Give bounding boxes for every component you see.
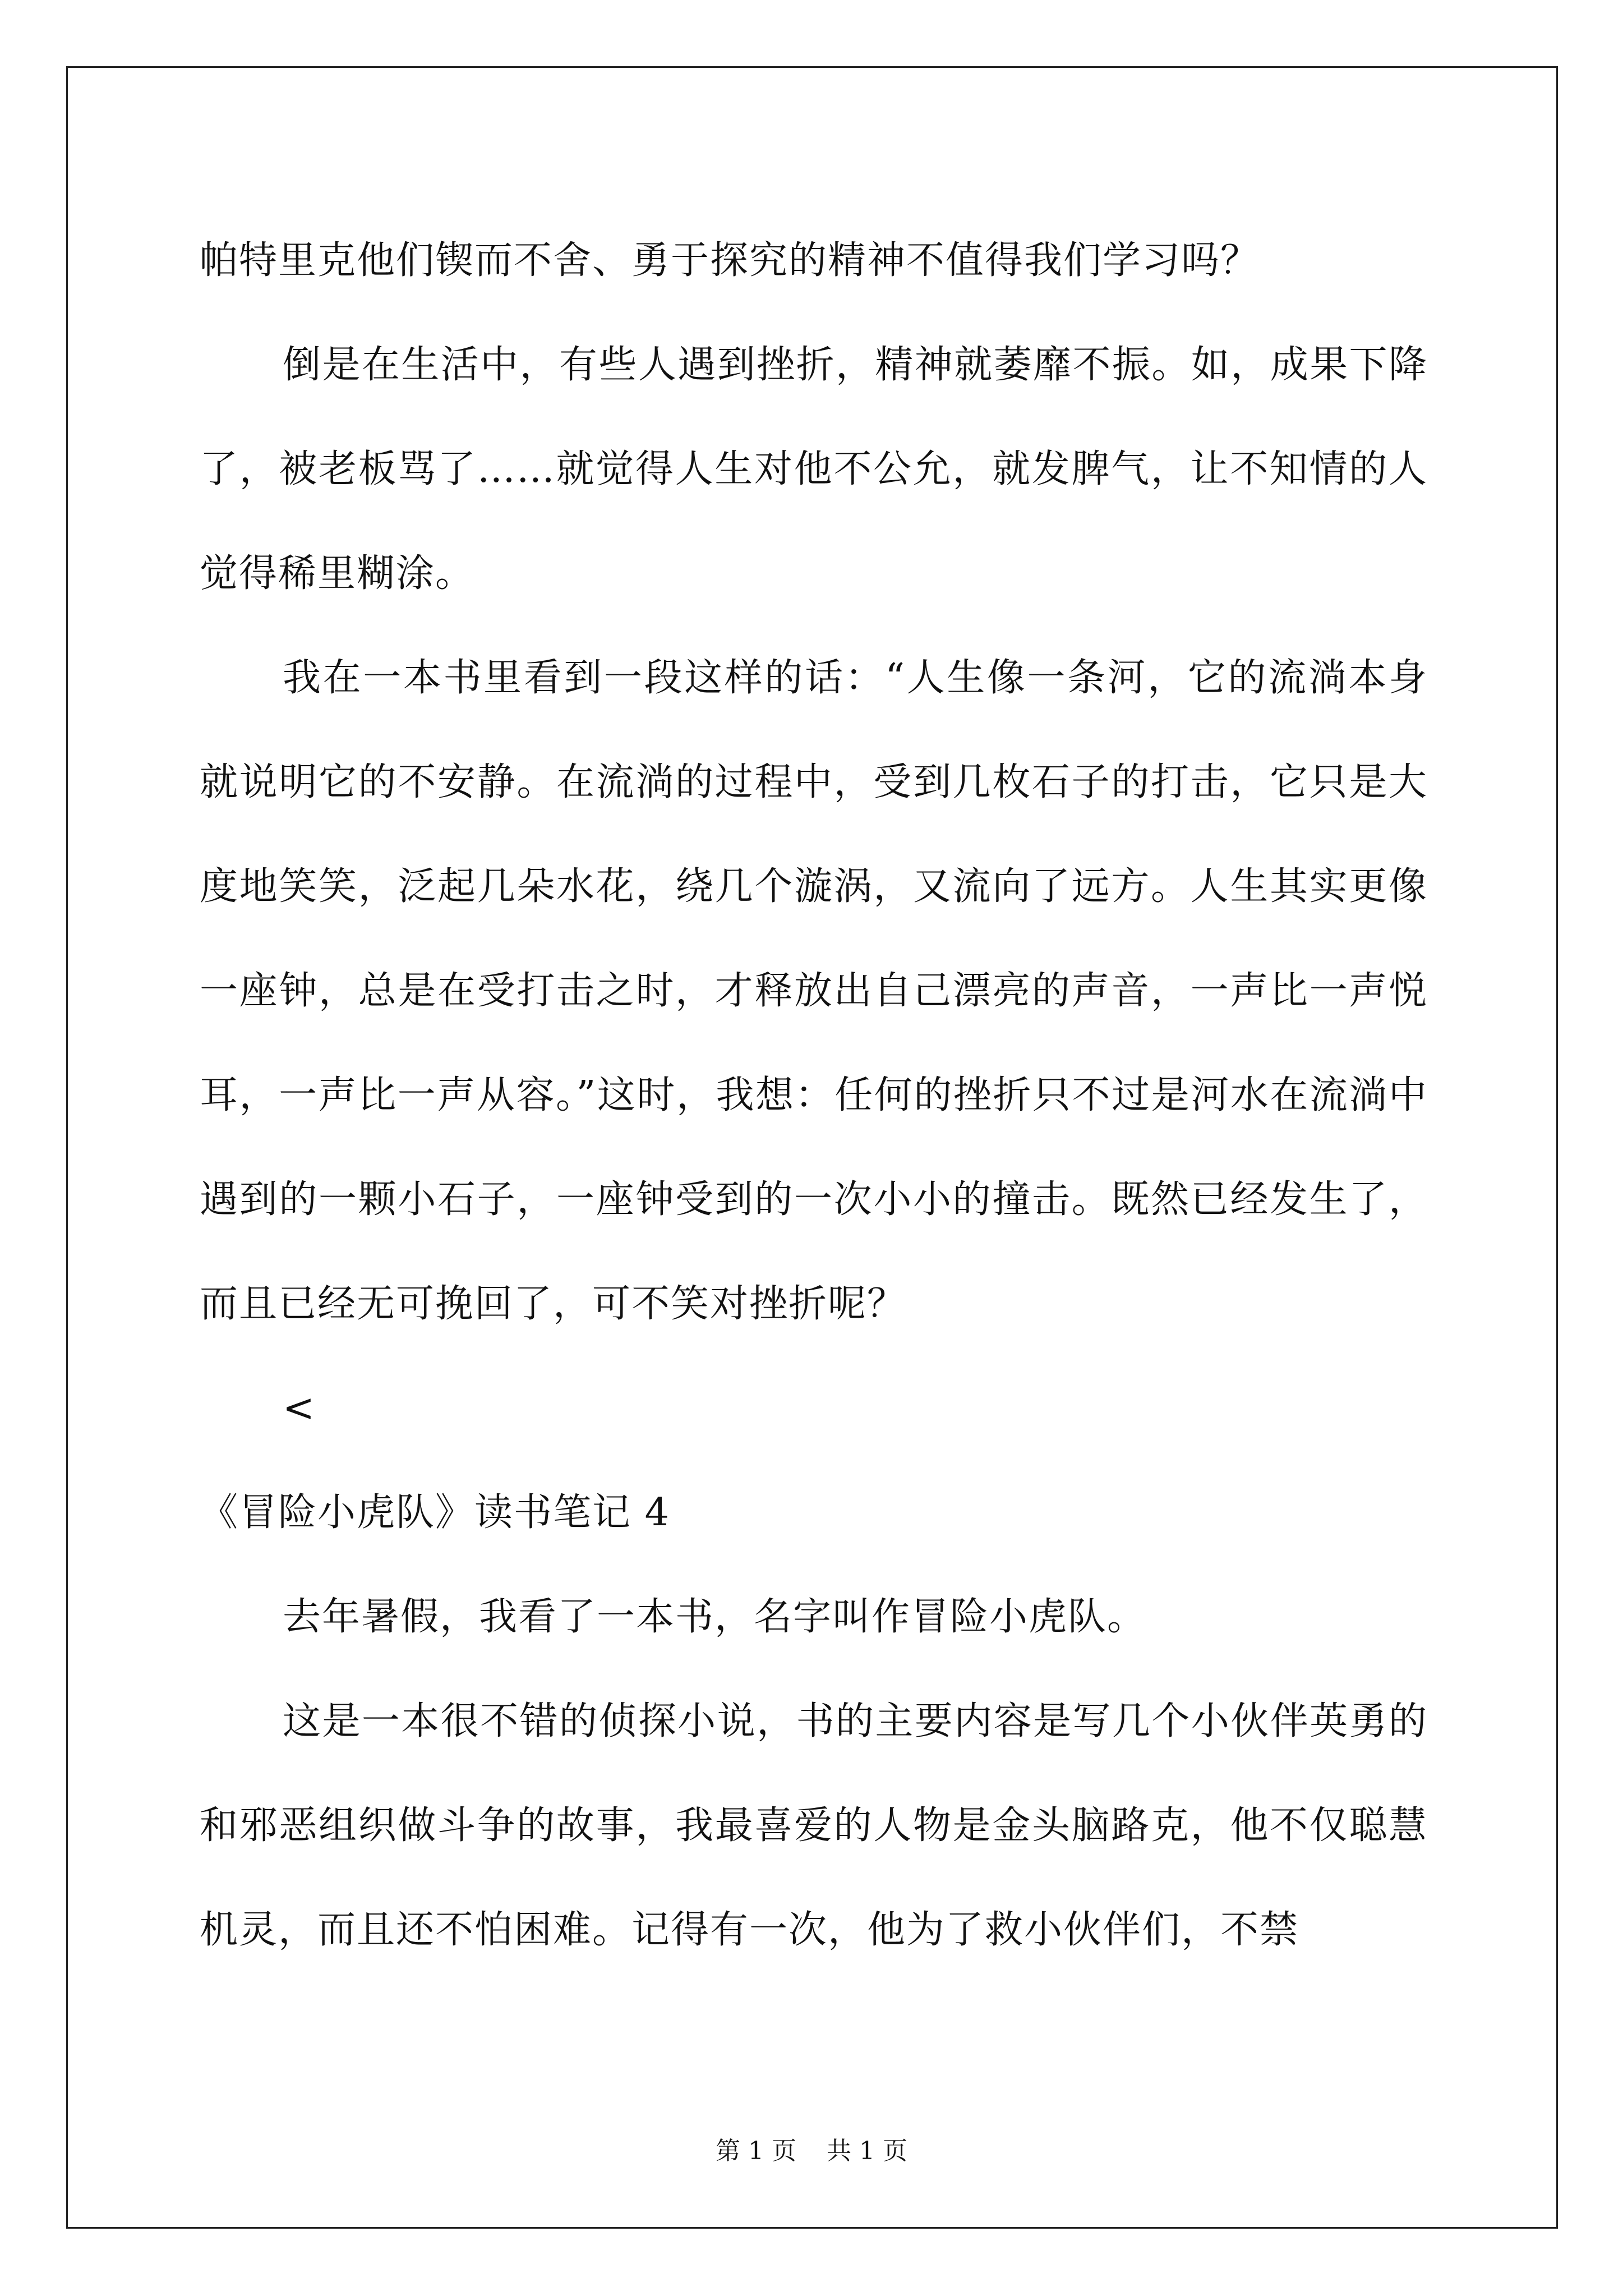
paragraph: 倒是在生活中，有些人遇到挫折，精神就萎靡不振。如，成果下降了，被老板骂了……就觉得人生对他不公允，就发脾气，让不知情的人觉得稀里糊涂。 <box>200 343 1428 596</box>
page-footer <box>0 2134 1623 2168</box>
section-heading: 《冒险小虎队》读书笔记 4 <box>200 1490 670 1535</box>
paragraph: < <box>283 1386 316 1430</box>
paragraph: 我在一本书里看到一段这样的话：“人生像一条河，它的流淌本身就说明它的不安静。在流淌的过程中，受到几枚石子的打击，它只是大度地笑笑，泛起几朵水花，绕几个漩涡，又流向了远方。人生其实更像一座钟，总是在受打击之时，才释放出自己漂亮的声音，一声比一声悦耳，一声比一声从容。”这时，我想：任何的挫折只不过是河水在流淌中遇到的一颗小石子，一座钟受到的一次小小的撞击。既然已经发生了，而且已经无可挽回了，可不笑对挫折呢？ <box>200 656 1428 1326</box>
paragraph: 去年暑假，我看了一本书，名字叫作冒险小虎队。 <box>283 1595 1147 1639</box>
paragraph: 帕特里克他们锲而不舍、勇于探究的精神不值得我们学习吗？ <box>200 238 1260 283</box>
paragraph: 这是一本很不错的侦探小说，书的主要内容是写几个小伙伴英勇的和邪恶组织做斗争的故事，我最喜爱的人物是金头脑路克，他不仅聪慧机灵，而且还不怕困难。记得有一次，他为了救小伙伴们，不禁 <box>200 1699 1428 1952</box>
page-total: 共 1 页 <box>827 2137 907 2165</box>
page-number: 第 1 页 <box>716 2137 796 2165</box>
document-body <box>200 209 1428 1982</box>
